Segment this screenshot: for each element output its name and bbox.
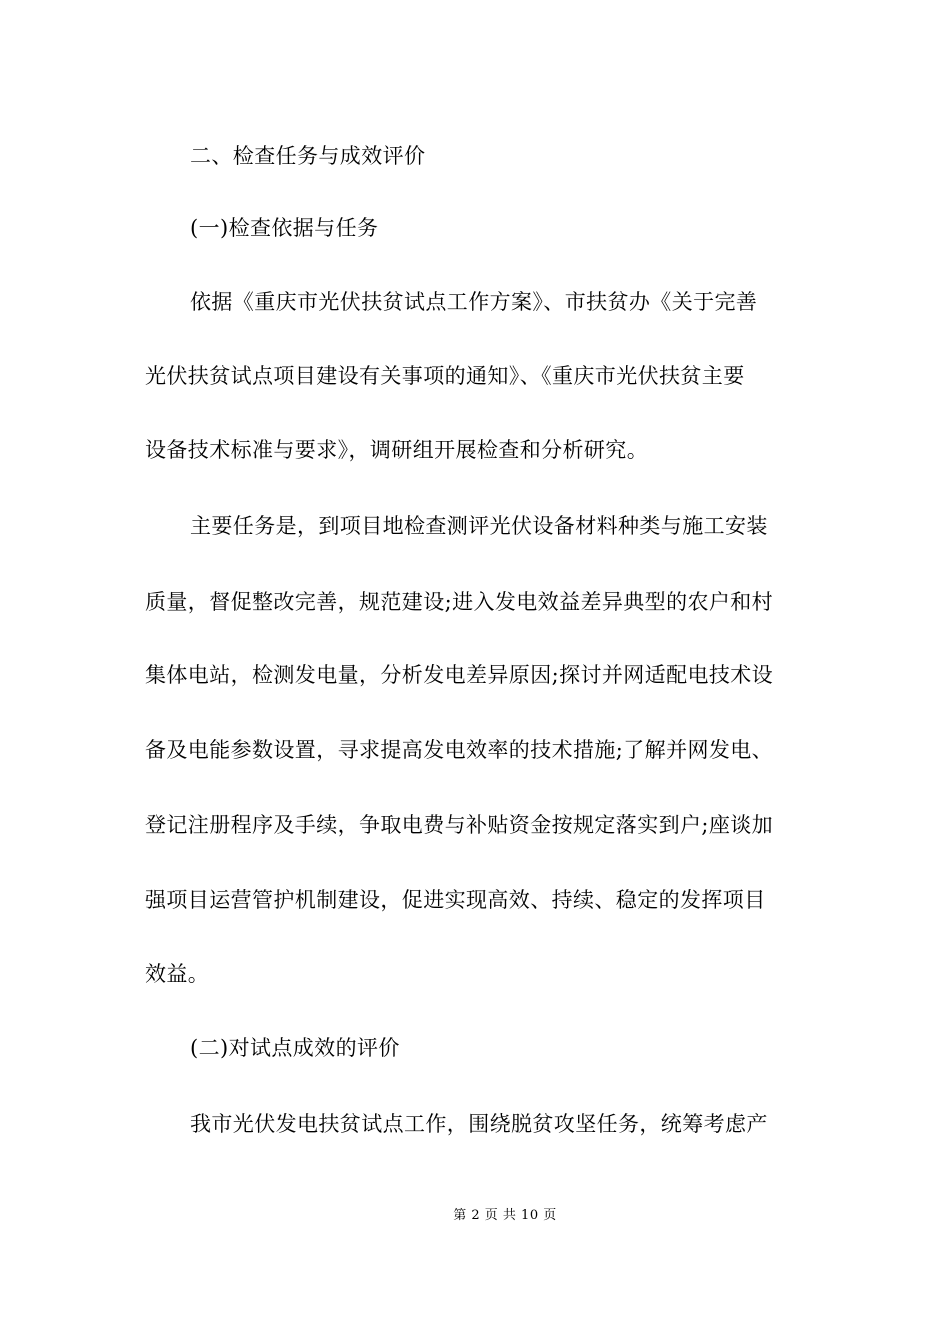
paragraph-line: 我市光伏发电扶贫试点工作，围绕脱贫攻坚任务，统筹考虑产 xyxy=(190,1112,768,1136)
paragraph-line: 依据《重庆市光伏扶贫试点工作方案》、市扶贫办《关于完善 xyxy=(190,290,758,314)
paragraph-line: 设备技术标准与要求》，调研组开展检查和分析研究。 xyxy=(145,438,649,462)
paragraph-line: 主要任务是，到项目地检查测评光伏设备材料种类与施工安装 xyxy=(190,514,768,538)
page-number-footer: 第 2 页 共 10 页 xyxy=(453,1208,557,1223)
paragraph-line: 强项目运营管护机制建设，促进实现高效、持续、稳定的发挥项目 xyxy=(145,888,766,912)
paragraph-line: 登记注册程序及手续，争取电费与补贴资金按规定落实到户;座谈加 xyxy=(145,813,774,837)
subheading-basis-and-tasks: (一)检查依据与任务 xyxy=(190,216,379,240)
subheading-evaluation: (二)对试点成效的评价 xyxy=(190,1036,400,1060)
paragraph-line: 备及电能参数设置，寻求提高发电效率的技术措施;了解并网发电、 xyxy=(145,738,774,762)
paragraph-line: 效益。 xyxy=(145,962,210,986)
paragraph-line: 集体电站，检测发电量，分析发电差异原因;探讨并网适配电技术设 xyxy=(145,663,774,687)
section-heading: 二、检查任务与成效评价 xyxy=(190,144,426,168)
paragraph-line: 光伏扶贫试点项目建设有关事项的通知》、《重庆市光伏扶贫主要 xyxy=(145,364,745,388)
paragraph-line: 质量，督促整改完善，规范建设;进入发电效益差异典型的农户和村 xyxy=(145,590,774,614)
